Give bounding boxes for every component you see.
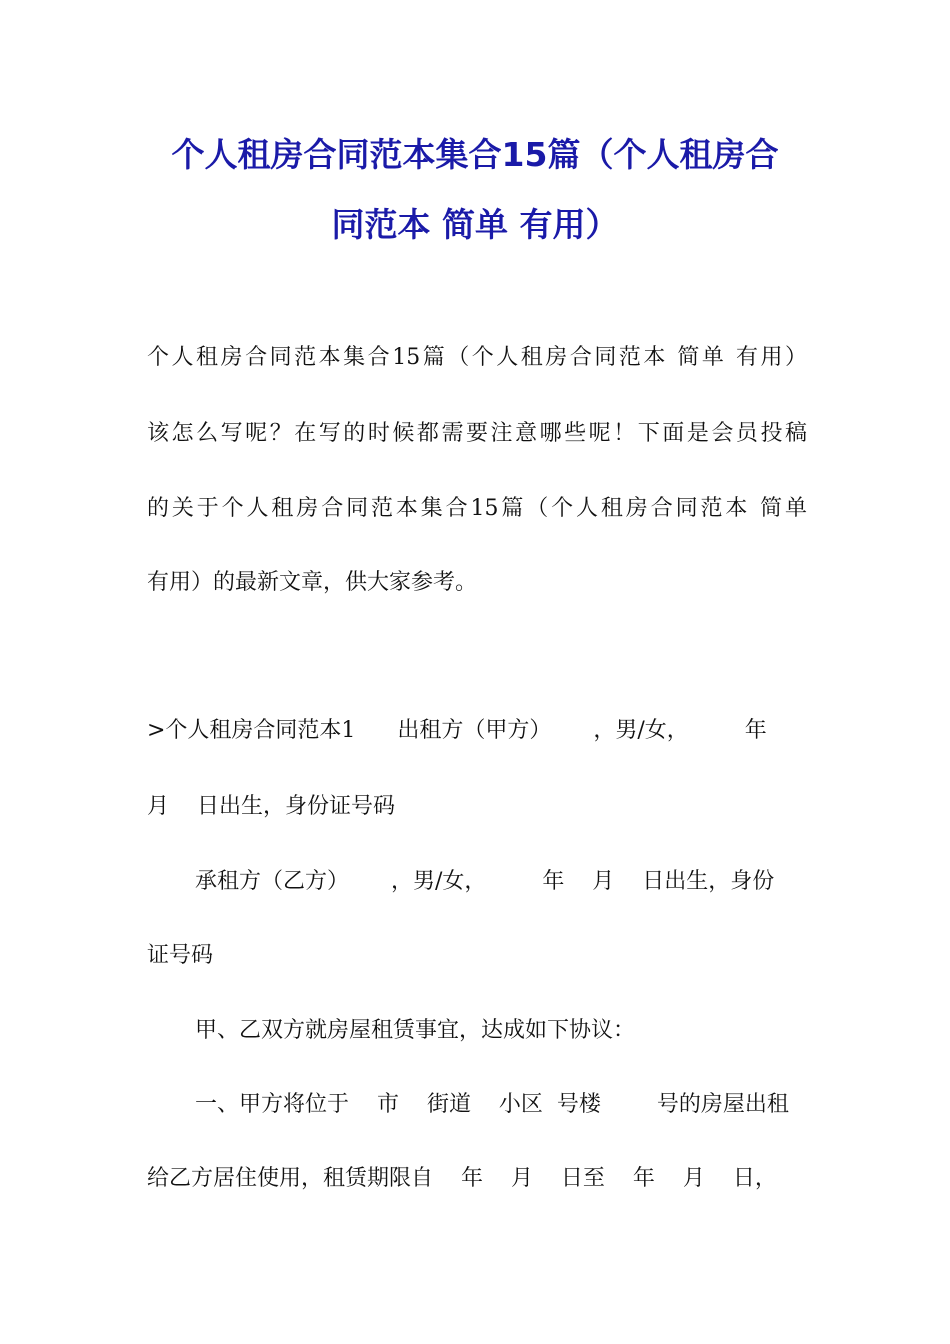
intro-line-1: 个人租房合同范本集合15篇（个人租房合同范本 简单 有用） <box>147 345 807 370</box>
intro-line-2: 该怎么写呢？在写的时候都需要注意哪些呢！下面是会员投稿 <box>147 421 807 446</box>
section-line-4: 证号码 <box>147 943 214 968</box>
document-title-line-1: 个人租房合同范本集合15篇（个人租房合 <box>171 135 779 174</box>
section-line-5: 甲、乙双方就房屋租赁事宜，达成如下协议： <box>195 1018 636 1043</box>
document-title-line-2: 同范本 简单 有用） <box>331 205 619 244</box>
section-line-2: 月 日出生，身份证号码 <box>147 794 395 819</box>
section-line-7: 给乙方居住使用，租赁期限自 年 月 日至 年 月 日， <box>147 1166 777 1191</box>
intro-line-3: 的关于个人租房合同范本集合15篇（个人租房合同范本 简单 <box>147 496 807 521</box>
intro-line-4: 有用）的最新文章，供大家参考。 <box>147 570 478 595</box>
section-line-3: 承租方（乙方） ，男/女， 年 月 日出生，身份 <box>195 869 775 894</box>
section-line-6: 一、甲方将位于 市 街道 小区 号楼 号的房屋出租 <box>195 1092 789 1117</box>
section-line-1: >个人租房合同范本1 出租方（甲方） ，男/女， 年 <box>147 718 767 743</box>
